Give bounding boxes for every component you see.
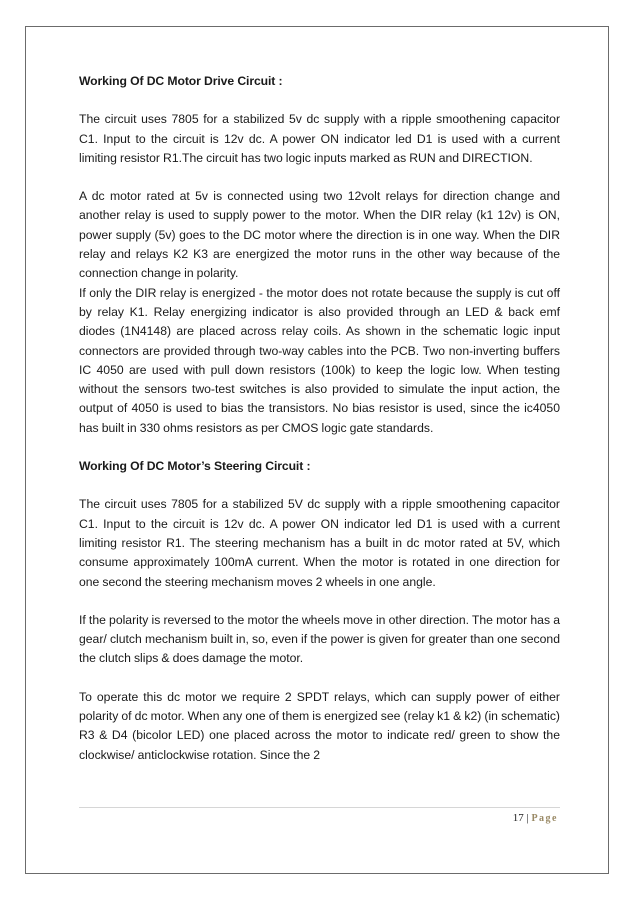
page-footer <box>513 812 558 824</box>
section-heading-steering: Working Of DC Motor’s Steering Circuit : <box>79 459 311 474</box>
paragraph: The circuit uses 7805 for a stabilized 5v dc supply with a ripple smoothening capacitor C1. Input to the circuit is 12v dc. A power ON indicator led D1 is used with a current limiting resistor R1.The circuit has two logic inputs marked as RUN and DIRECTION. <box>79 112 560 165</box>
page-number: 17 <box>512 812 524 824</box>
paragraph: The circuit uses 7805 for a stabilized 5V dc supply with a ripple smoothening capacitor C1. Input to the circuit is 12v dc. A power ON indicator led D1 is used with a current limiting resistor R1. The steering mechanism has a built in dc motor rated at 5V, which consume approximately 100mA current. When the motor is rotated in one direction for one second the steering mechanism moves 2 wheels in one angle. <box>79 497 560 589</box>
paragraph: If the polarity is reversed to the motor the wheels move in other direction. The motor has a gear/ clutch mechanism built in, so, even if the power is given for greater than one second the clutch slips & does damage the motor. <box>79 612 560 666</box>
footer-separator: | <box>526 812 529 824</box>
paragraph: To operate this dc motor we require 2 SPDT relays, which can supply power of either polarity of dc motor. When any one of them is energized see (relay k1 & k2) (in schematic) R3 & D4 (bicolor LED) one placed across the motor to indicate red/ green to show the clockwise/ anticlockwise rotation. Since the 2 <box>79 689 560 762</box>
document-body <box>79 72 560 784</box>
footer-divider <box>79 807 560 808</box>
page-label: Page <box>531 813 558 824</box>
section-heading-drive: Working Of DC Motor Drive Circuit : <box>79 74 283 88</box>
paragraph: A dc motor rated at 5v is connected using two 12volt relays for direction change and another relay is used to supply power to the motor. When the DIR relay (k1 12v) is ON, power supply (5v) goes to the DC motor where the direction is in one way. When the DIR relay and relays K2 K3 are energized the motor runs in the other way because of the connection change in polarity. <box>79 189 560 281</box>
paragraph: If only the DIR relay is energized - the motor does not rotate because the supply is cut off by relay K1. Relay energizing indicator is also provided through an LED & back emf diodes (1N4148) are placed across relay coils. As shown in the schematic logic input connectors are provided through two-way cables into the PCB. Two non-inverting buffers IC 4050 are used with pull down resistors (100k) to keep the logic low. When testing without the sensors two-test switches is also provided to simulate the input action, the output of 4050 is used to bias the transistors. No bias resistor is used, since the ic4050 has built in 330 ohms resistors as per CMOS logic gate standards. <box>79 285 560 435</box>
